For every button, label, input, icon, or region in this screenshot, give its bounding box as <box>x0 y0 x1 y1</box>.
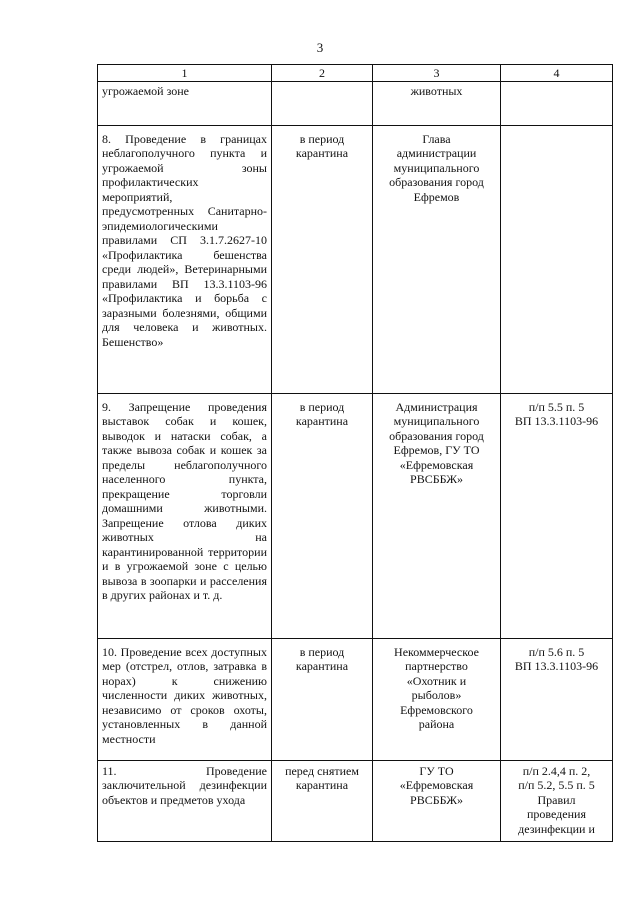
responsible-cell: животных <box>373 81 501 125</box>
reference-cell <box>501 81 613 125</box>
header-col-4: 4 <box>501 65 613 82</box>
timing-cell <box>272 81 373 125</box>
table-header-row <box>98 65 613 82</box>
reference-cell <box>501 125 613 393</box>
measure-cell: угрожаемой зоне <box>98 81 272 125</box>
reference-cell: п/п 2.4,4 п. 2, п/п 5.2, 5.5 п. 5 Правил проведения дезинфекции и <box>501 760 613 841</box>
measure-cell: 11. Проведение заключительной дезинфекции объектов и предметов ухода <box>98 760 272 841</box>
table-row <box>98 393 613 638</box>
header-col-1: 1 <box>98 65 272 82</box>
table-row <box>98 81 613 125</box>
header-col-2: 2 <box>272 65 373 82</box>
measure-cell: 8. Проведение в границах неблагополучного пункта и угрожаемой зоны профилактических мероприятий, предусмотренных Санитарно-эпидемиологическими правилами СП 3.1.7.2627-10 «Профилактика бешенства среди людей», Ветеринарными правилами ВП 13.3.1103-96 «Профилактика и борьба с заразными болезнями, общими для человека и животных. Бешенство» <box>98 125 272 393</box>
page-number: 3 <box>316 40 324 55</box>
responsible-cell: Глава администрации муниципального образования город Ефремов <box>373 125 501 393</box>
responsible-cell: Некоммерческое партнерство «Охотник и рыболов» Ефремовского района <box>373 638 501 760</box>
reference-cell: п/п 5.5 п. 5 ВП 13.3.1103-96 <box>501 393 613 638</box>
timing-cell: в период карантина <box>272 393 373 638</box>
measures-table <box>97 64 613 842</box>
timing-cell: в период карантина <box>272 125 373 393</box>
timing-cell: в период карантина <box>272 638 373 760</box>
table-row <box>98 760 613 841</box>
measure-cell: 9. Запрещение проведения выставок собак и кошек, выводок и натаски собак, а также вывоза собак и кошек за пределы неблагополучного населенного пункта, прекращение торговли домашними животными. Запрещение отлова диких животных на карантинированной территории и в угрожаемой зоне с целью вывоза в зоопарки и расселения в других районах и т. д. <box>98 393 272 638</box>
responsible-cell: Администрация муниципального образования город Ефремов, ГУ ТО «Ефремовская РВСББЖ» <box>373 393 501 638</box>
header-col-3: 3 <box>373 65 501 82</box>
reference-cell: п/п 5.6 п. 5 ВП 13.3.1103-96 <box>501 638 613 760</box>
table-row <box>98 125 613 393</box>
responsible-cell: ГУ ТО «Ефремовская РВСББЖ» <box>373 760 501 841</box>
measure-cell: 10. Проведение всех доступных мер (отстрел, отлов, затравка в норах) к снижению численности диких животных, независимо от сроков охоты, установленных в данной местности <box>98 638 272 760</box>
table-row <box>98 638 613 760</box>
timing-cell: перед снятием карантина <box>272 760 373 841</box>
